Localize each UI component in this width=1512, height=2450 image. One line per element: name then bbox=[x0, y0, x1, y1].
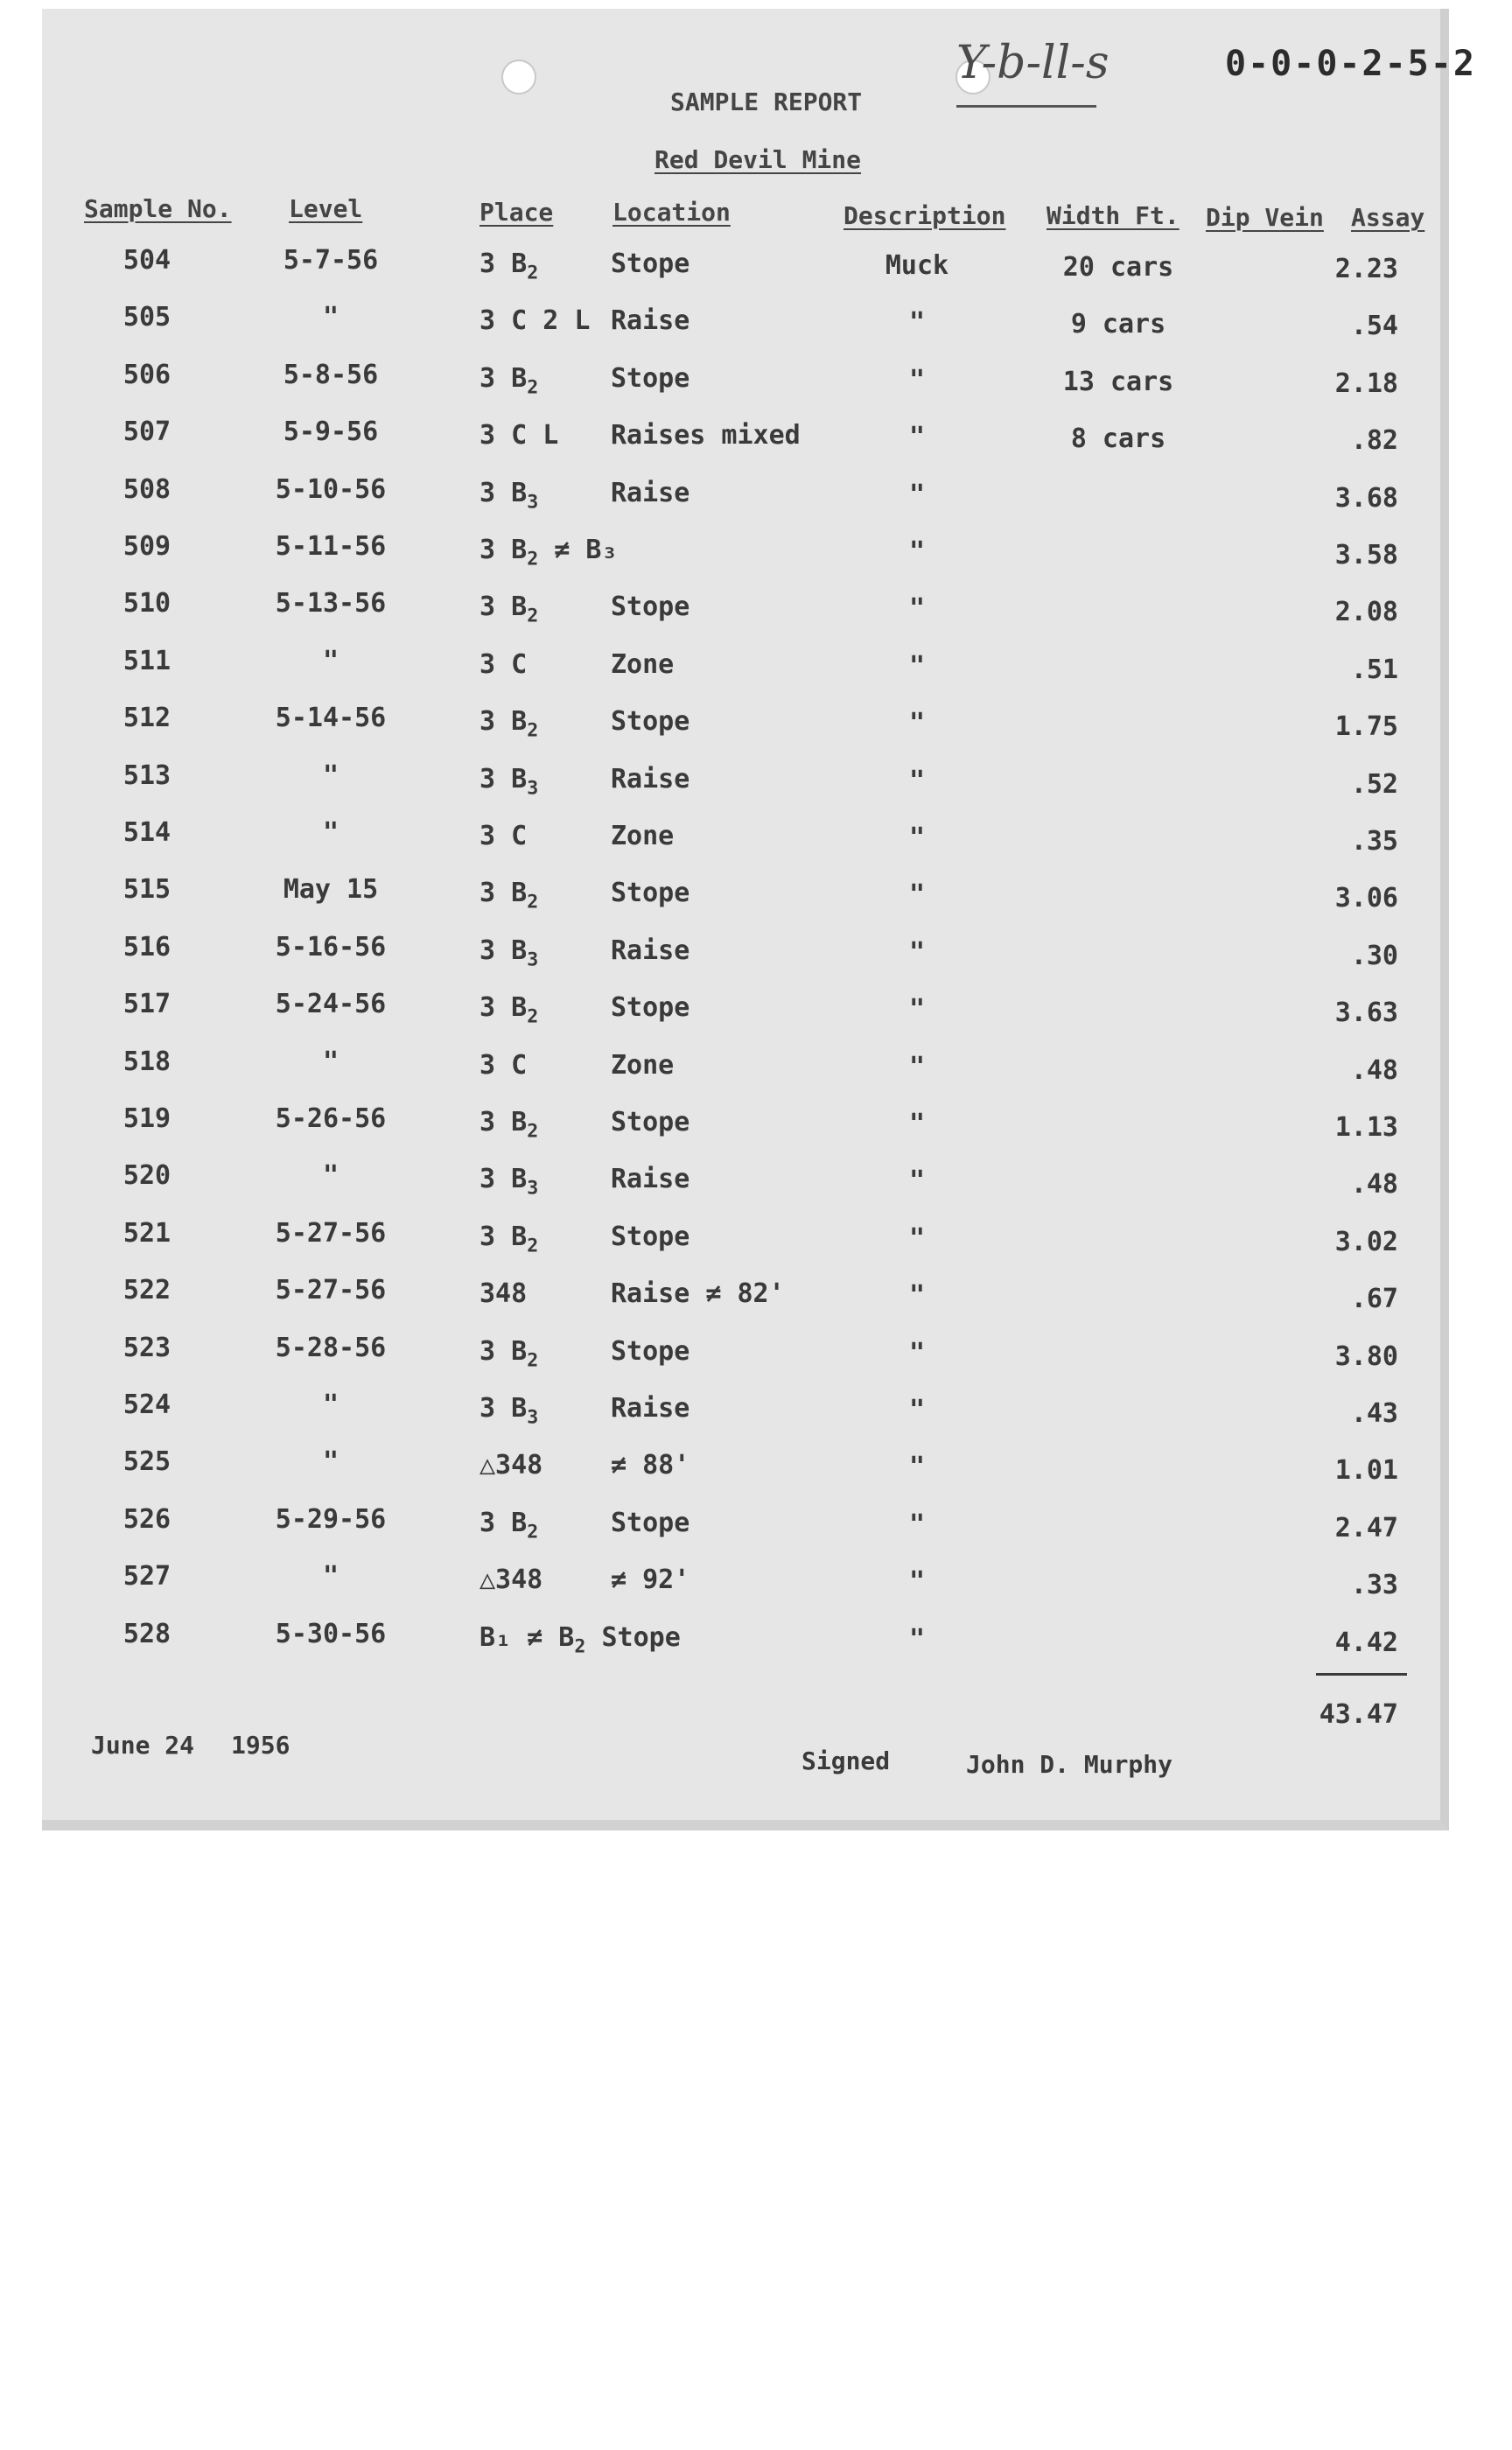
header-dip-vein: Dip Vein bbox=[1206, 203, 1324, 232]
sample-date: " bbox=[322, 1446, 340, 1477]
footer-year: 1956 bbox=[231, 1731, 290, 1760]
sample-number: 507 bbox=[122, 416, 172, 447]
place-cell bbox=[480, 363, 539, 399]
assay-value: .82 bbox=[1350, 425, 1398, 456]
place-main: 3 B bbox=[480, 248, 528, 279]
description-cell: " bbox=[908, 1509, 926, 1540]
place-subscript: 3 bbox=[527, 1177, 539, 1200]
header-description: Description bbox=[844, 201, 1006, 230]
sample-date: 5-11-56 bbox=[275, 531, 387, 562]
sample-number: 519 bbox=[122, 1103, 172, 1134]
sample-number: 517 bbox=[122, 989, 172, 1019]
report-sheet bbox=[42, 9, 1476, 1830]
location-cell: Zone bbox=[611, 649, 675, 680]
location-cell: Stope bbox=[611, 1508, 690, 1538]
place-cell bbox=[480, 1622, 681, 1658]
assay-value: 1.13 bbox=[1334, 1112, 1398, 1143]
place-main: 3 B bbox=[480, 1107, 528, 1138]
place-main: △348 bbox=[480, 1564, 543, 1595]
place-cell bbox=[480, 935, 539, 971]
place-cell bbox=[480, 1050, 527, 1081]
place-subscript: 2 bbox=[527, 1349, 539, 1372]
description-cell: " bbox=[908, 1166, 926, 1196]
header-level: Level bbox=[289, 194, 363, 223]
sample-number: 512 bbox=[122, 703, 172, 733]
location-cell: Raise bbox=[611, 478, 690, 508]
sample-date: 5-13-56 bbox=[275, 588, 387, 619]
sample-number: 515 bbox=[122, 874, 172, 905]
location-cell: Stope bbox=[611, 992, 690, 1023]
place-main: 3 B bbox=[480, 706, 528, 737]
width-cell: 9 cars bbox=[1070, 309, 1166, 340]
total-rule bbox=[1316, 1673, 1407, 1676]
place-main: △348 bbox=[480, 1450, 543, 1480]
location-cell: Raises mixed bbox=[611, 420, 801, 451]
sample-date: " bbox=[322, 1561, 340, 1592]
sample-date: 5-27-56 bbox=[275, 1275, 387, 1306]
place-subscript: 3 bbox=[527, 491, 539, 514]
place-main: 3 B bbox=[480, 1164, 528, 1194]
place-subscript: 2 bbox=[527, 605, 539, 627]
sample-number: 505 bbox=[122, 302, 172, 332]
assay-value: .30 bbox=[1350, 941, 1398, 971]
punch-hole bbox=[501, 60, 536, 94]
sample-number: 516 bbox=[122, 932, 172, 962]
footer-date: June 24 bbox=[91, 1731, 195, 1760]
sample-date: 5-28-56 bbox=[275, 1333, 387, 1363]
sample-number: 513 bbox=[122, 760, 172, 791]
sample-number: 522 bbox=[122, 1275, 172, 1306]
place-cell bbox=[480, 1564, 542, 1595]
place-subscript: 2 bbox=[527, 719, 539, 742]
place-main: 3 B bbox=[480, 592, 528, 622]
assay-value: .43 bbox=[1350, 1398, 1398, 1429]
place-subscript: 3 bbox=[527, 948, 539, 971]
sample-date: " bbox=[322, 1160, 340, 1191]
place-cell bbox=[480, 1164, 539, 1200]
sample-date: 5-30-56 bbox=[275, 1619, 387, 1649]
description-cell: Muck bbox=[885, 250, 949, 281]
description-cell: " bbox=[908, 1624, 926, 1655]
place-subscript: 2 bbox=[574, 1635, 586, 1658]
sample-number: 514 bbox=[122, 817, 172, 848]
location-cell: Stope bbox=[611, 1336, 690, 1367]
location-cell: Raise bbox=[611, 935, 690, 966]
sample-date: " bbox=[322, 1390, 340, 1420]
description-cell: " bbox=[908, 879, 926, 910]
header-location: Location bbox=[612, 198, 731, 227]
sample-date: " bbox=[322, 1046, 340, 1077]
location-cell: Raise bbox=[611, 1393, 690, 1424]
sample-number: 525 bbox=[122, 1446, 172, 1477]
description-cell: " bbox=[908, 1452, 926, 1482]
report-title: SAMPLE REPORT bbox=[670, 88, 863, 116]
place-main: 3 B bbox=[480, 1508, 528, 1538]
place-cell bbox=[480, 592, 539, 627]
assay-value: 3.63 bbox=[1334, 998, 1398, 1028]
description-cell: " bbox=[908, 480, 926, 510]
sample-number: 508 bbox=[122, 474, 172, 505]
place-tail: Stope bbox=[585, 1622, 681, 1653]
sample-number: 527 bbox=[122, 1561, 172, 1592]
width-cell: 8 cars bbox=[1070, 424, 1166, 454]
location-cell: Stope bbox=[611, 706, 690, 737]
sample-number: 506 bbox=[122, 360, 172, 390]
sample-date: 5-26-56 bbox=[275, 1103, 387, 1134]
place-main: 3 C bbox=[480, 821, 528, 851]
place-cell bbox=[480, 878, 539, 914]
sample-date: 5-9-56 bbox=[283, 416, 379, 447]
assay-value: 2.08 bbox=[1334, 597, 1398, 627]
place-cell bbox=[480, 1222, 539, 1257]
assay-value: .67 bbox=[1350, 1284, 1398, 1314]
assay-value: 1.01 bbox=[1334, 1455, 1398, 1486]
sample-date: 5-29-56 bbox=[275, 1504, 387, 1535]
place-subscript: 2 bbox=[527, 891, 539, 914]
location-cell: Raise bbox=[611, 764, 690, 794]
description-cell: " bbox=[908, 822, 926, 853]
description-cell: " bbox=[908, 1223, 926, 1254]
sample-number: 528 bbox=[122, 1619, 172, 1649]
location-cell: Zone bbox=[611, 1050, 675, 1081]
assay-value: .51 bbox=[1350, 654, 1398, 685]
header-sample-no: Sample No. bbox=[84, 194, 232, 223]
place-main: B₁ ≠ B bbox=[480, 1622, 575, 1653]
signed-label: Signed bbox=[802, 1746, 891, 1775]
sample-date: " bbox=[322, 760, 340, 791]
width-cell: 20 cars bbox=[1062, 252, 1174, 283]
location-cell: Zone bbox=[611, 821, 675, 851]
place-cell bbox=[480, 1336, 539, 1372]
sample-number: 504 bbox=[122, 245, 172, 276]
header-width-ft: Width Ft. bbox=[1046, 201, 1180, 230]
location-cell: Raise bbox=[611, 1164, 690, 1194]
sample-date: May 15 bbox=[283, 874, 379, 905]
place-main: 348 bbox=[480, 1278, 528, 1309]
sample-date: 5-24-56 bbox=[275, 989, 387, 1019]
location-cell: Stope bbox=[611, 1222, 690, 1252]
place-subscript: 3 bbox=[527, 1406, 539, 1429]
assay-value: .48 bbox=[1350, 1055, 1398, 1086]
place-cell bbox=[480, 478, 539, 514]
header-assay: Assay bbox=[1351, 203, 1425, 232]
place-cell bbox=[480, 764, 539, 800]
place-main: 3 C bbox=[480, 1050, 528, 1081]
place-cell bbox=[480, 821, 527, 851]
location-cell: ≠ 92' bbox=[611, 1564, 690, 1595]
description-cell: " bbox=[908, 307, 926, 338]
assay-value: 2.23 bbox=[1334, 254, 1398, 284]
sample-date: 5-8-56 bbox=[283, 360, 379, 390]
sample-date: " bbox=[322, 817, 340, 848]
place-cell bbox=[480, 706, 539, 742]
place-main: 3 B bbox=[480, 935, 528, 966]
place-cell bbox=[480, 420, 558, 451]
sample-date: 5-16-56 bbox=[275, 932, 387, 962]
place-cell bbox=[480, 1393, 539, 1429]
place-main: 3 B bbox=[480, 1222, 528, 1252]
assay-value: 3.02 bbox=[1334, 1227, 1398, 1257]
description-cell: " bbox=[908, 937, 926, 968]
place-subscript: 2 bbox=[527, 376, 539, 399]
place-subscript: 2 bbox=[527, 1120, 539, 1143]
place-cell bbox=[480, 305, 590, 336]
place-main: 3 C L bbox=[480, 420, 559, 451]
place-cell bbox=[480, 1278, 527, 1309]
location-cell: Stope bbox=[611, 592, 690, 622]
sample-number: 521 bbox=[122, 1218, 172, 1249]
description-cell: " bbox=[908, 994, 926, 1025]
place-subscript: 2 bbox=[527, 1005, 539, 1028]
place-cell bbox=[480, 1107, 539, 1143]
assay-value: .48 bbox=[1350, 1169, 1398, 1200]
assay-value: .52 bbox=[1350, 769, 1398, 800]
sample-date: " bbox=[322, 646, 340, 676]
description-cell: " bbox=[908, 708, 926, 738]
description-cell: " bbox=[908, 1566, 926, 1597]
description-cell: " bbox=[908, 536, 926, 567]
sample-number: 510 bbox=[122, 588, 172, 619]
description-cell: " bbox=[908, 651, 926, 682]
sample-number: 518 bbox=[122, 1046, 172, 1077]
assay-value: 3.58 bbox=[1334, 540, 1398, 570]
sample-date: 5-14-56 bbox=[275, 703, 387, 733]
sample-number: 526 bbox=[122, 1504, 172, 1535]
place-cell bbox=[480, 649, 527, 680]
sample-date: " bbox=[322, 302, 340, 332]
handwritten-note: Y-b-ll-s bbox=[956, 37, 1110, 89]
assay-value: 2.18 bbox=[1334, 368, 1398, 399]
description-cell: " bbox=[908, 422, 926, 452]
assay-value: .35 bbox=[1350, 826, 1398, 857]
sample-number: 509 bbox=[122, 531, 172, 562]
location-cell: Stope bbox=[611, 1107, 690, 1138]
mine-name: Red Devil Mine bbox=[654, 145, 862, 174]
place-cell bbox=[480, 248, 539, 284]
assay-value: 2.47 bbox=[1334, 1513, 1398, 1544]
assay-value: .54 bbox=[1350, 311, 1398, 341]
description-cell: " bbox=[908, 365, 926, 396]
assay-value: 1.75 bbox=[1334, 711, 1398, 742]
location-cell: Stope bbox=[611, 363, 690, 394]
document-number: 0-0-0-2-5-2 bbox=[1225, 44, 1476, 84]
header-place: Place bbox=[480, 198, 554, 227]
assay-total: 43.47 bbox=[1319, 1699, 1398, 1730]
place-main: 3 B bbox=[480, 535, 528, 565]
location-cell: Stope bbox=[611, 248, 690, 279]
assay-value: 3.80 bbox=[1334, 1341, 1398, 1372]
place-tail: ≠ B₃ bbox=[538, 535, 618, 565]
sample-number: 524 bbox=[122, 1390, 172, 1420]
description-cell: " bbox=[908, 1395, 926, 1425]
sample-number: 511 bbox=[122, 646, 172, 676]
description-cell: " bbox=[908, 766, 926, 796]
location-cell: Raise bbox=[611, 305, 690, 336]
place-main: 3 B bbox=[480, 992, 528, 1023]
place-cell bbox=[480, 1450, 542, 1480]
place-main: 3 B bbox=[480, 478, 528, 508]
location-cell: Stope bbox=[611, 878, 690, 908]
place-main: 3 B bbox=[480, 764, 528, 794]
description-cell: " bbox=[908, 1052, 926, 1082]
place-main: 3 B bbox=[480, 1336, 528, 1367]
place-main: 3 B bbox=[480, 1393, 528, 1424]
description-cell: " bbox=[908, 1109, 926, 1139]
width-cell: 13 cars bbox=[1062, 367, 1174, 397]
description-cell: " bbox=[908, 1280, 926, 1311]
location-cell: ≠ 88' bbox=[611, 1450, 690, 1480]
place-cell bbox=[480, 1508, 539, 1544]
place-cell bbox=[480, 535, 618, 570]
place-main: 3 B bbox=[480, 878, 528, 908]
place-main: 3 B bbox=[480, 363, 528, 394]
place-main: 3 C bbox=[480, 649, 528, 680]
assay-value: 3.06 bbox=[1334, 883, 1398, 914]
signer-name: John D. Murphy bbox=[966, 1750, 1173, 1779]
place-subscript: 2 bbox=[527, 548, 539, 570]
sample-number: 523 bbox=[122, 1333, 172, 1363]
location-cell: Raise ≠ 82' bbox=[611, 1278, 785, 1309]
description-cell: " bbox=[908, 593, 926, 624]
place-subscript: 2 bbox=[527, 1521, 539, 1544]
assay-value: .33 bbox=[1350, 1570, 1398, 1600]
place-subscript: 3 bbox=[527, 777, 539, 800]
sample-date: 5-10-56 bbox=[275, 474, 387, 505]
sample-date: 5-27-56 bbox=[275, 1218, 387, 1249]
place-cell bbox=[480, 992, 539, 1028]
place-subscript: 2 bbox=[527, 262, 539, 284]
sample-number: 520 bbox=[122, 1160, 172, 1191]
place-main: 3 C 2 L bbox=[480, 305, 591, 336]
assay-value: 3.68 bbox=[1334, 483, 1398, 514]
place-subscript: 2 bbox=[527, 1235, 539, 1257]
assay-value: 4.42 bbox=[1334, 1628, 1398, 1658]
sample-date: 5-7-56 bbox=[283, 245, 379, 276]
description-cell: " bbox=[908, 1338, 926, 1368]
handwritten-underline bbox=[956, 105, 1096, 108]
